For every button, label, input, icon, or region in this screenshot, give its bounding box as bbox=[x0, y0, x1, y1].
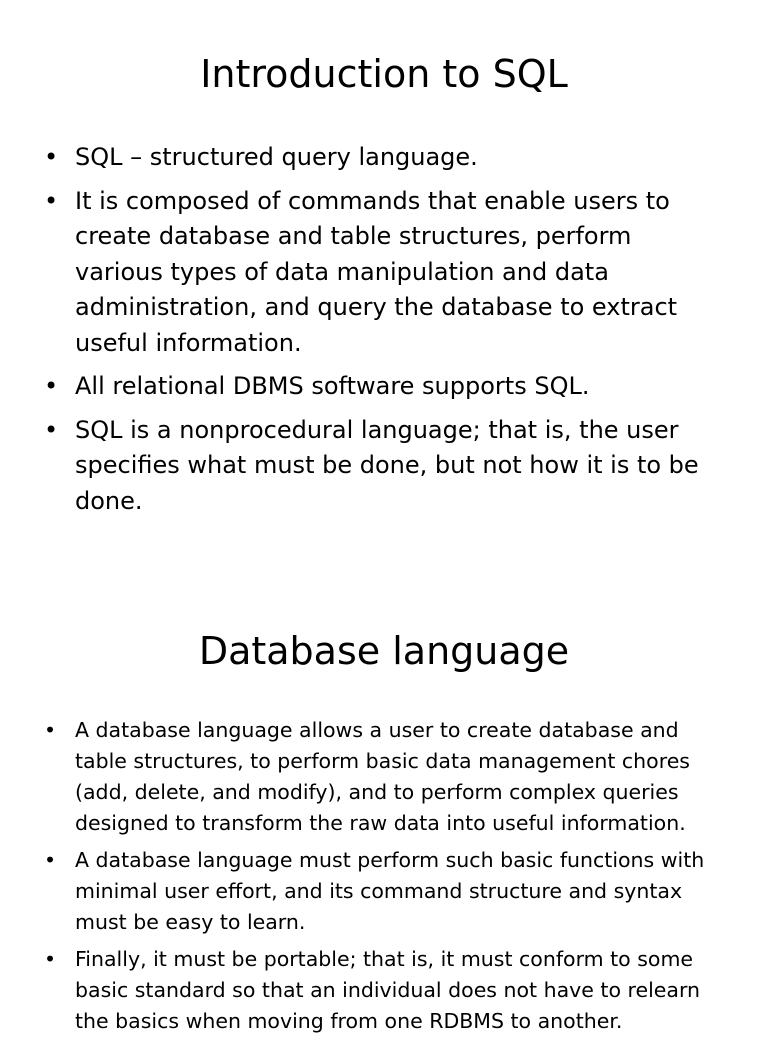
bullet-text: A database language allows a user to create database and table structures, to perform basic data management chores (add, delete, and modify), and to perform complex queries designed to transform the raw data into useful information. bbox=[75, 718, 690, 835]
bullet-item bbox=[44, 369, 714, 405]
bullet-item bbox=[44, 413, 714, 520]
bullet-text: All relational DBMS software supports SQL. bbox=[75, 372, 590, 400]
bullet-icon: • bbox=[44, 947, 57, 971]
bullet-text: A database language must perform such basic functions with minimal user effort, and its command structure and syntax must be easy to learn. bbox=[75, 848, 705, 934]
bullet-text: It is composed of commands that enable users to create database and table structures, perform various types of data manipulation and data administration, and query the database to extract useful information. bbox=[75, 186, 678, 357]
bullet-icon: • bbox=[44, 143, 59, 171]
bullet-item bbox=[44, 944, 714, 1037]
slide-title: Introduction to SQL bbox=[200, 52, 568, 96]
bullet-item bbox=[44, 845, 714, 938]
bullet-icon: • bbox=[44, 718, 57, 742]
bullet-item bbox=[44, 715, 714, 839]
slide-title: Database language bbox=[198, 629, 570, 673]
bullet-icon: • bbox=[44, 186, 59, 215]
slide-database-language bbox=[0, 576, 768, 1033]
bullet-item bbox=[44, 184, 714, 362]
bullet-text: Finally, it must be portable; that is, it must conform to some basic standard so that an individual does not have to relearn the basics when moving from one RDBMS to another. bbox=[75, 947, 701, 1033]
bullet-icon: • bbox=[44, 415, 59, 444]
bullet-list bbox=[44, 715, 714, 1043]
bullet-icon: • bbox=[44, 372, 59, 400]
bullet-item bbox=[44, 140, 714, 176]
bullet-list bbox=[44, 140, 714, 527]
bullet-text: SQL – structured query language. bbox=[75, 143, 478, 171]
bullet-text: SQL is a nonprocedural language; that is, the user specifies what must be done, but not how it is to be done. bbox=[75, 415, 699, 515]
bullet-icon: • bbox=[44, 848, 57, 872]
